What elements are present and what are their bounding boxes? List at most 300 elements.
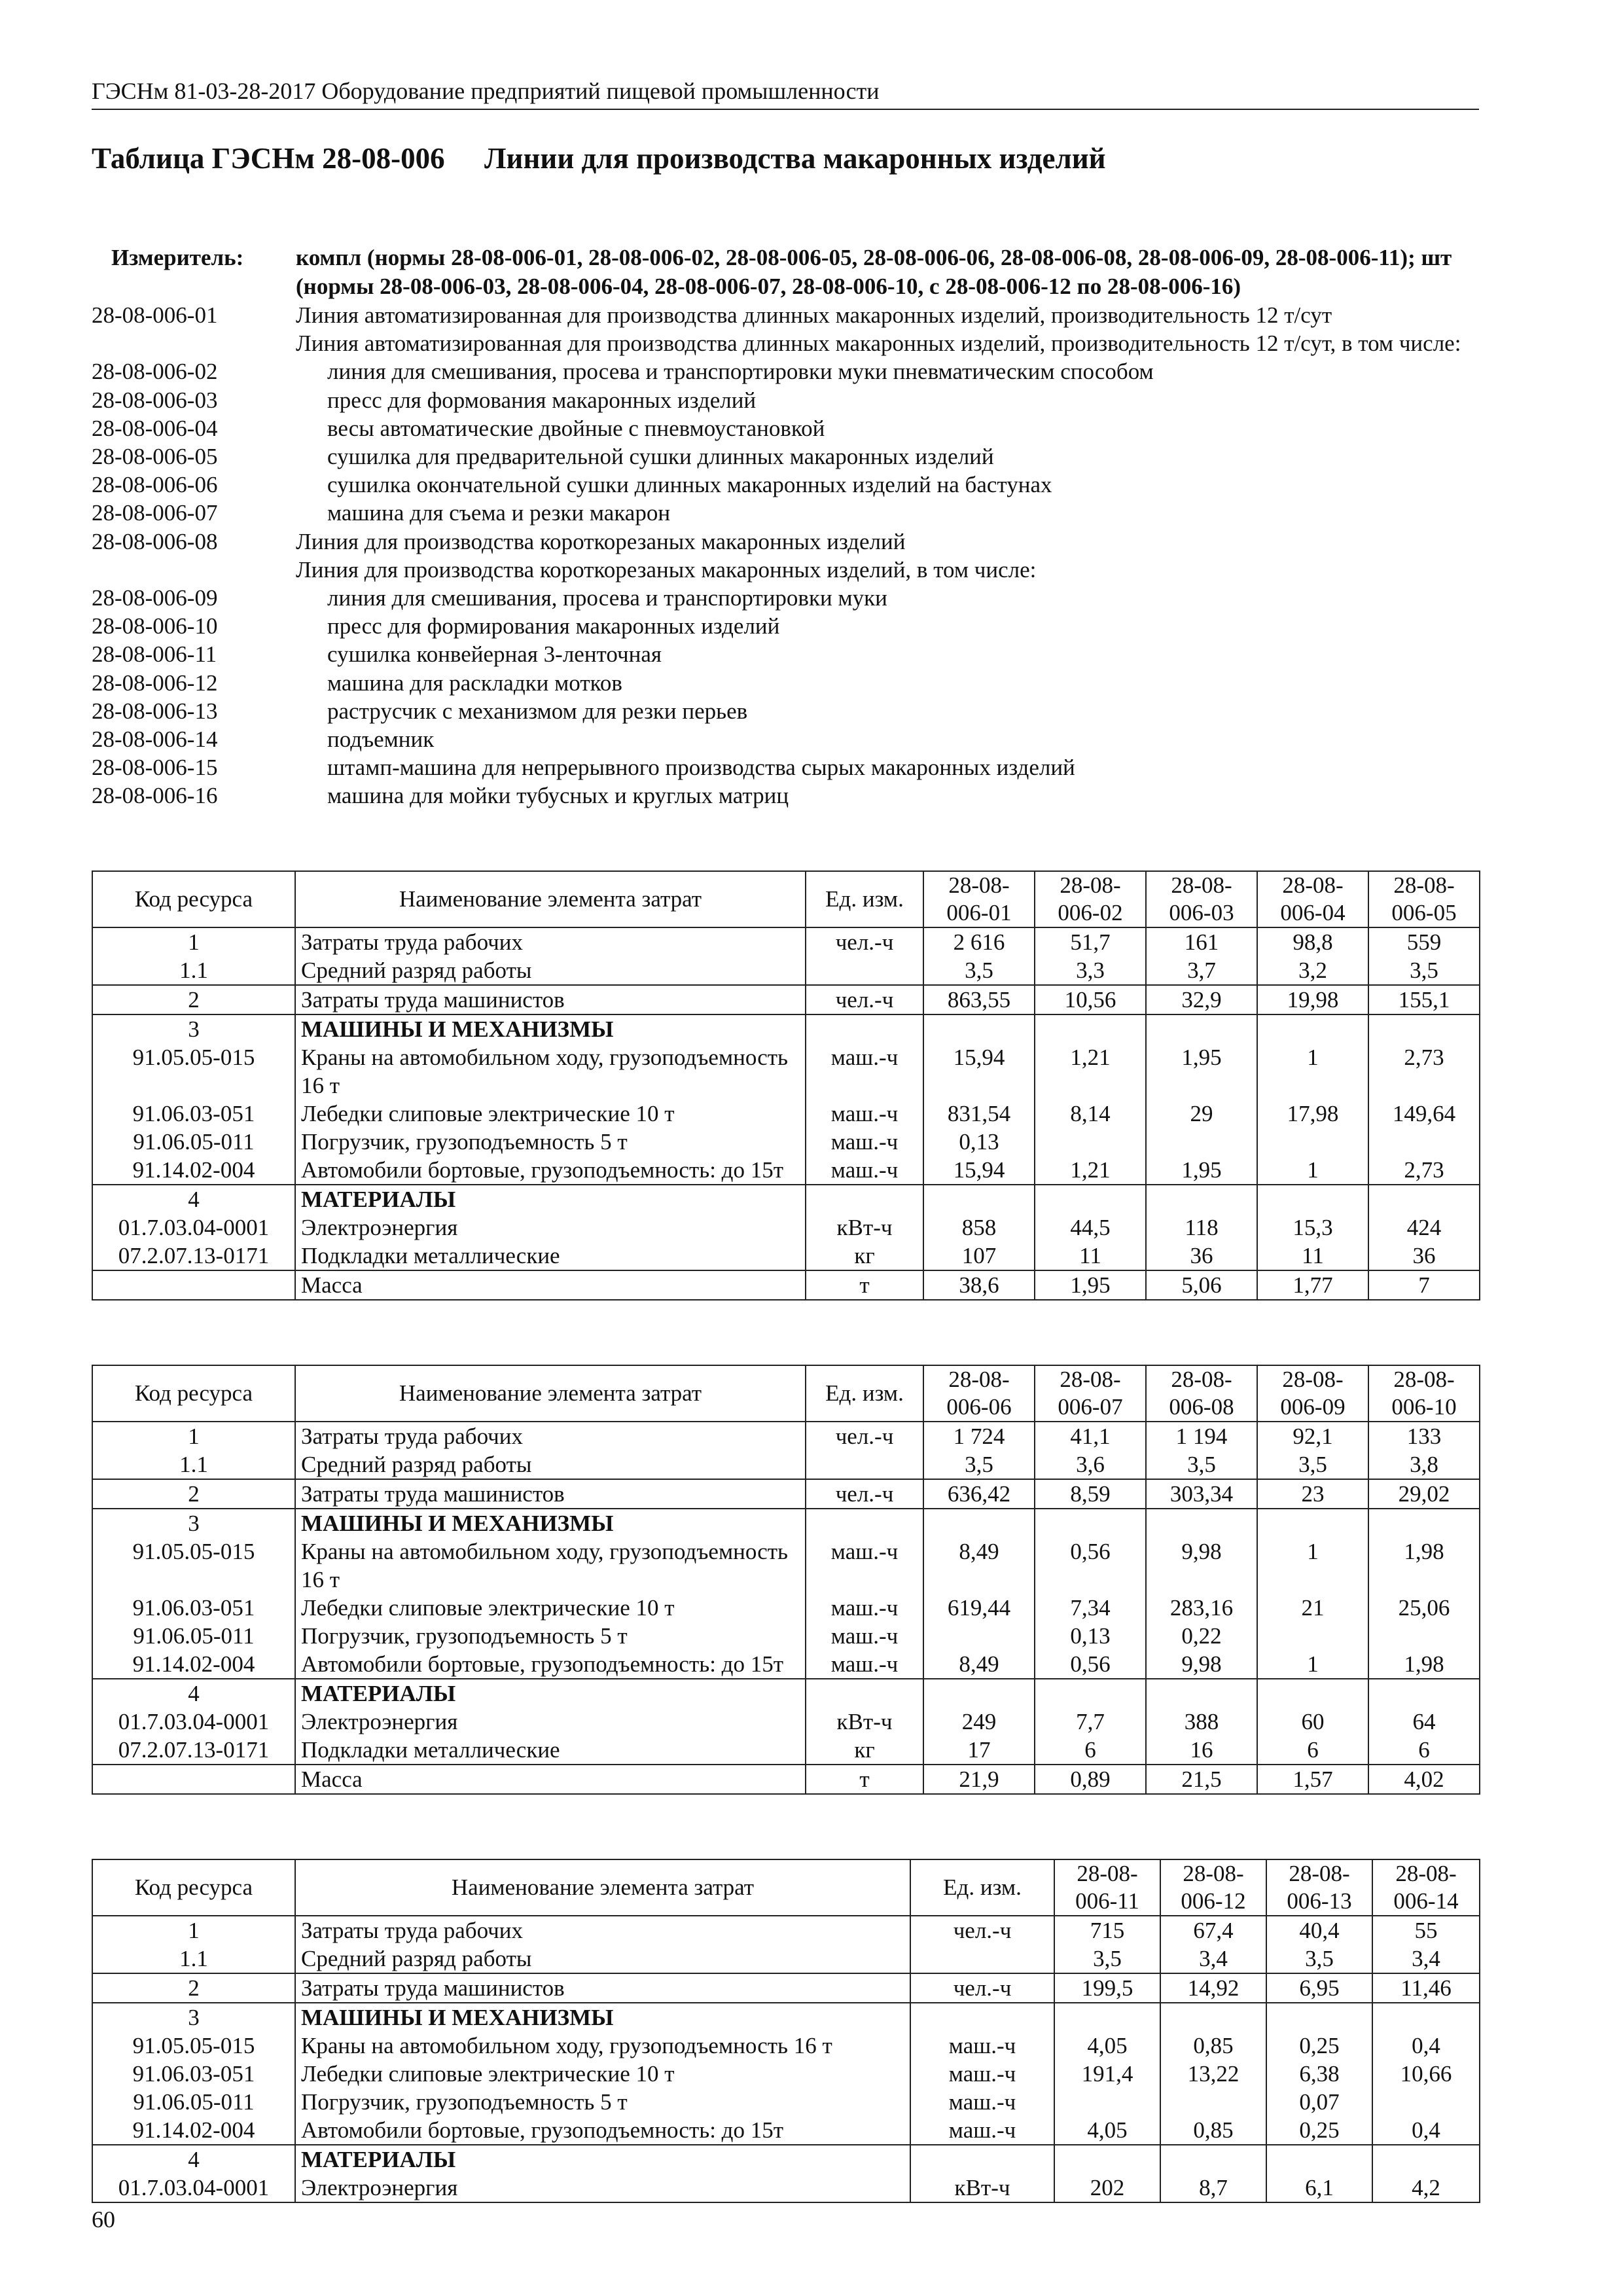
resource-unit: маш.-ч <box>806 1622 923 1650</box>
norm-code: 28-08-006-12 <box>92 670 218 696</box>
resource-code: 91.06.03-051 <box>92 1100 295 1128</box>
norm-value <box>1368 1014 1480 1043</box>
norm-code: 28-08-006-13 <box>92 698 218 724</box>
table-row <box>92 1765 1480 1794</box>
table-row <box>92 1650 1480 1679</box>
norm-row <box>92 386 1479 414</box>
table-row <box>92 1242 1480 1270</box>
resource-unit: кВт-ч <box>806 1213 923 1242</box>
resource-name: Электроэнергия <box>295 2174 910 2202</box>
norm-value: 64 <box>1368 1708 1480 1736</box>
norm-value: 0,4 <box>1372 2116 1480 2145</box>
header-code: Код ресурса <box>92 1859 295 1916</box>
norm-value: 1,95 <box>1146 1156 1257 1185</box>
table-row <box>92 1479 1480 1509</box>
resource-unit <box>910 2145 1054 2174</box>
norm-text: подъемник <box>327 726 435 753</box>
resource-unit: чел.-ч <box>806 1479 923 1509</box>
table-row <box>92 927 1480 956</box>
norm-value: 3,4 <box>1372 1945 1480 1973</box>
header-name: Наименование элемента затрат <box>295 1859 910 1916</box>
norm-value: 1,57 <box>1257 1765 1368 1794</box>
norm-text: машина для мойки тубусных и круглых матриц <box>327 783 789 809</box>
norm-value: 10,66 <box>1372 2060 1480 2088</box>
norm-value <box>1257 1185 1368 1213</box>
resource-name: Затраты труда машинистов <box>295 1479 806 1509</box>
norm-value: 11 <box>1257 1242 1368 1270</box>
norm-value: 3,7 <box>1146 956 1257 985</box>
norm-text: Линия для производства короткорезаных макаронных изделий <box>296 528 906 554</box>
norm-row <box>92 612 1479 640</box>
norm-value <box>1368 1622 1480 1650</box>
norm-value: 17 <box>923 1736 1035 1765</box>
resource-code: 1 <box>92 1916 295 1945</box>
resource-name: Масса <box>295 1270 806 1300</box>
resource-name: Погрузчик, грузоподъемность 5 т <box>295 1622 806 1650</box>
resource-code: 4 <box>92 2145 295 2174</box>
norm-value: 17,98 <box>1257 1100 1368 1128</box>
norm-code: 28-08-006-16 <box>92 783 218 809</box>
norm-value <box>1035 1014 1146 1043</box>
norm-value <box>1368 1185 1480 1213</box>
norm-value <box>1035 1679 1146 1708</box>
norm-code: 28-08-006-09 <box>92 585 218 611</box>
resource-unit <box>806 1185 923 1213</box>
norm-value: 11 <box>1035 1242 1146 1270</box>
norm-value <box>923 1679 1035 1708</box>
header-code: Код ресурса <box>92 1365 295 1422</box>
norm-value <box>923 1509 1035 1537</box>
resource-unit: чел.-ч <box>806 1422 923 1450</box>
table-row <box>92 1537 1480 1594</box>
norm-text: раструсчик с механизмом для резки перьев <box>327 698 748 724</box>
header-norm-column: 28-08-006-14 <box>1372 1859 1480 1916</box>
header-name: Наименование элемента затрат <box>295 871 806 927</box>
norm-value: 15,94 <box>923 1043 1035 1100</box>
resource-unit: маш.-ч <box>806 1650 923 1679</box>
norm-value: 636,42 <box>923 1479 1035 1509</box>
resource-unit: маш.-ч <box>806 1128 923 1156</box>
norm-value: 149,64 <box>1368 1100 1480 1128</box>
norm-value <box>1257 1014 1368 1043</box>
norm-value: 0,22 <box>1146 1622 1257 1650</box>
table-row <box>92 1185 1480 1213</box>
norm-value <box>1257 1509 1368 1537</box>
norm-value: 161 <box>1146 927 1257 956</box>
norm-value <box>1054 2145 1160 2174</box>
norm-value <box>1146 1014 1257 1043</box>
norm-value: 67,4 <box>1160 1916 1266 1945</box>
norm-row <box>92 753 1479 781</box>
resource-code: 91.05.05-015 <box>92 1043 295 1100</box>
header-norm-column: 28-08-006-04 <box>1257 871 1368 927</box>
header-norm-column: 28-08-006-10 <box>1368 1365 1480 1422</box>
norm-value: 107 <box>923 1242 1035 1270</box>
norm-value: 1,21 <box>1035 1156 1146 1185</box>
norm-text: линия для смешивания, просева и транспортировки муки <box>327 585 887 611</box>
norm-value: 863,55 <box>923 985 1035 1014</box>
table-row <box>92 2116 1480 2145</box>
resource-name: Краны на автомобильном ходу, грузоподъемность 16 т <box>295 1537 806 1594</box>
norm-value: 1,95 <box>1146 1043 1257 1100</box>
norm-code: 28-08-006-06 <box>92 472 218 498</box>
resource-name: МАТЕРИАЛЫ <box>295 1185 806 1213</box>
norm-value: 8,49 <box>923 1650 1035 1679</box>
norm-text: весы автоматические двойные с пневмоустановкой <box>327 415 825 441</box>
norm-code: 28-08-006-10 <box>92 613 218 639</box>
norm-value: 3,5 <box>923 956 1035 985</box>
table-row <box>92 2032 1480 2060</box>
table-row <box>92 985 1480 1014</box>
norm-value <box>1054 2003 1160 2032</box>
resource-name: Затраты труда машинистов <box>295 1973 910 2003</box>
resource-code: 1.1 <box>92 1450 295 1479</box>
norm-value <box>1160 2003 1266 2032</box>
table-row <box>92 1736 1480 1765</box>
norm-value: 8,49 <box>923 1537 1035 1594</box>
running-header: ГЭСНм 81-03-28-2017 Оборудование предприятий пищевой промышленности <box>92 77 1479 110</box>
norm-row <box>92 471 1479 499</box>
resource-code: 1 <box>92 927 295 956</box>
norm-text: пресс для формирования макаронных изделий <box>327 613 780 639</box>
header-norm-column: 28-08-006-12 <box>1160 1859 1266 1916</box>
resource-unit <box>806 956 923 985</box>
norm-value: 15,3 <box>1257 1213 1368 1242</box>
resource-name: Затраты труда рабочих <box>295 1422 806 1450</box>
norm-value: 19,98 <box>1257 985 1368 1014</box>
norm-value <box>923 1014 1035 1043</box>
norm-value: 6,1 <box>1266 2174 1372 2202</box>
norm-value: 1 <box>1257 1537 1368 1594</box>
header-unit: Ед. изм. <box>806 1365 923 1422</box>
norm-value: 1 <box>1257 1650 1368 1679</box>
measure-label: Измеритель: <box>111 245 244 270</box>
resource-code: 3 <box>92 2003 295 2032</box>
norm-value: 3,4 <box>1160 1945 1266 1973</box>
resource-name: Автомобили бортовые, грузоподъемность: до 15т <box>295 1156 806 1185</box>
norm-value <box>1035 1509 1146 1537</box>
header-norm-column: 28-08-006-07 <box>1035 1365 1146 1422</box>
norm-value: 7,7 <box>1035 1708 1146 1736</box>
norm-code <box>92 329 296 357</box>
norm-text: сушилка для предварительной сушки длинных макаронных изделий <box>327 444 994 470</box>
resource-code: 07.2.07.13-0171 <box>92 1736 295 1765</box>
norm-value: 424 <box>1368 1213 1480 1242</box>
norm-value: 6 <box>1257 1736 1368 1765</box>
norm-value: 0,13 <box>1035 1622 1146 1650</box>
table-row <box>92 1945 1480 1973</box>
norm-value: 0,07 <box>1266 2088 1372 2116</box>
norm-row <box>92 556 1479 584</box>
norm-row <box>92 442 1479 471</box>
resource-code: 01.7.03.04-0001 <box>92 1213 295 1242</box>
resource-code: 4 <box>92 1679 295 1708</box>
norm-value <box>1054 2088 1160 2116</box>
header-norm-column: 28-08-006-03 <box>1146 871 1257 927</box>
norm-row <box>92 725 1479 753</box>
header-norm-column: 28-08-006-11 <box>1054 1859 1160 1916</box>
norm-row <box>92 697 1479 725</box>
resource-name: Краны на автомобильном ходу, грузоподъемность 16 т <box>295 2032 910 2060</box>
resource-unit: маш.-ч <box>910 2060 1054 2088</box>
norm-row <box>92 414 1479 442</box>
norm-value: 10,56 <box>1035 985 1146 1014</box>
resource-code: 2 <box>92 1479 295 1509</box>
norm-value: 0,85 <box>1160 2116 1266 2145</box>
resource-name: Подкладки металлические <box>295 1242 806 1270</box>
table-row <box>92 2060 1480 2088</box>
resource-unit <box>806 1679 923 1708</box>
norm-value: 0,25 <box>1266 2116 1372 2145</box>
norm-value: 1,21 <box>1035 1043 1146 1100</box>
resource-name: Лебедки слиповые электрические 10 т <box>295 1594 806 1622</box>
resource-name: Средний разряд работы <box>295 1945 910 1973</box>
norm-text: машина для съема и резки макарон <box>327 500 671 526</box>
norm-value: 6,38 <box>1266 2060 1372 2088</box>
resource-name: Электроэнергия <box>295 1708 806 1736</box>
norm-value: 0,85 <box>1160 2032 1266 2060</box>
norm-text: Линия автоматизированная для производства длинных макаронных изделий, производительность 12 т/сут <box>296 302 1332 328</box>
header-norm-column: 28-08-006-08 <box>1146 1365 1257 1422</box>
norm-value: 3,6 <box>1035 1450 1146 1479</box>
norm-value: 559 <box>1368 927 1480 956</box>
norm-value: 191,4 <box>1054 2060 1160 2088</box>
header-norm-column: 28-08-006-01 <box>923 871 1035 927</box>
norm-value: 3,3 <box>1035 956 1146 985</box>
table-header-row <box>92 871 1480 927</box>
norm-value: 1,98 <box>1368 1650 1480 1679</box>
norm-value <box>1368 1679 1480 1708</box>
resource-unit: маш.-ч <box>806 1537 923 1594</box>
norm-value: 1,77 <box>1257 1270 1368 1300</box>
norm-value: 3,5 <box>1054 1945 1160 1973</box>
resource-code: 1 <box>92 1422 295 1450</box>
norm-value: 32,9 <box>1146 985 1257 1014</box>
norm-value: 0,56 <box>1035 1537 1146 1594</box>
resource-name: МАТЕРИАЛЫ <box>295 2145 910 2174</box>
norm-value: 4,02 <box>1368 1765 1480 1794</box>
resource-code: 2 <box>92 985 295 1014</box>
resource-unit: кВт-ч <box>806 1708 923 1736</box>
table-header-row <box>92 1365 1480 1422</box>
norm-value: 1 724 <box>923 1422 1035 1450</box>
norm-code: 28-08-006-07 <box>92 500 218 526</box>
norm-value: 199,5 <box>1054 1973 1160 2003</box>
resource-name: Лебедки слиповые электрические 10 т <box>295 2060 910 2088</box>
resource-unit: маш.-ч <box>806 1156 923 1185</box>
header-unit: Ед. изм. <box>910 1859 1054 1916</box>
norm-value: 6 <box>1035 1736 1146 1765</box>
resource-code: 2 <box>92 1973 295 2003</box>
norm-value: 1,98 <box>1368 1537 1480 1594</box>
norm-value: 36 <box>1146 1242 1257 1270</box>
norm-value: 4,05 <box>1054 2032 1160 2060</box>
norm-row <box>92 669 1479 697</box>
norm-value <box>1368 1128 1480 1156</box>
table-row <box>92 1973 1480 2003</box>
norm-value: 3,2 <box>1257 956 1368 985</box>
table-row <box>92 1422 1480 1450</box>
norm-text: сушилка конвейерная 3-ленточная <box>327 641 662 668</box>
resource-unit: кВт-ч <box>910 2174 1054 2202</box>
resource-unit: т <box>806 1765 923 1794</box>
norm-value: 2 616 <box>923 927 1035 956</box>
resource-name: Средний разряд работы <box>295 956 806 985</box>
header-norm-column: 28-08-006-09 <box>1257 1365 1368 1422</box>
norm-value <box>1372 2003 1480 2032</box>
table-row <box>92 1622 1480 1650</box>
resource-code <box>92 1270 295 1300</box>
resource-code: 3 <box>92 1509 295 1537</box>
resource-table-2 <box>92 1365 1480 1795</box>
norm-row <box>92 528 1479 556</box>
norm-code: 28-08-006-14 <box>92 726 218 753</box>
resource-code: 07.2.07.13-0171 <box>92 1242 295 1270</box>
resource-code: 91.06.05-011 <box>92 2088 295 2116</box>
resource-name: Погрузчик, грузоподъемность 5 т <box>295 1128 806 1156</box>
resource-name: Затраты труда рабочих <box>295 927 806 956</box>
resource-unit: маш.-ч <box>806 1100 923 1128</box>
norm-text: Линия автоматизированная для производства длинных макаронных изделий, производительность 12 т/сут, в том числе: <box>296 331 1461 357</box>
resource-code: 91.06.05-011 <box>92 1128 295 1156</box>
resource-name: Автомобили бортовые, грузоподъемность: до 15т <box>295 1650 806 1679</box>
norm-row <box>92 584 1479 612</box>
norm-value: 98,8 <box>1257 927 1368 956</box>
norm-value: 6 <box>1368 1736 1480 1765</box>
norm-value <box>1372 2145 1480 2174</box>
norm-text: линия для смешивания, просева и транспортировки муки пневматическим способом <box>327 359 1154 385</box>
resource-code: 91.06.05-011 <box>92 1622 295 1650</box>
header-name: Наименование элемента затрат <box>295 1365 806 1422</box>
resource-code: 91.05.05-015 <box>92 2032 295 2060</box>
resource-name: МАШИНЫ И МЕХАНИЗМЫ <box>295 1509 806 1537</box>
norm-value: 1 <box>1257 1156 1368 1185</box>
norm-value: 14,92 <box>1160 1973 1266 2003</box>
norm-value: 21 <box>1257 1594 1368 1622</box>
resource-name: Электроэнергия <box>295 1213 806 1242</box>
table-row <box>92 2003 1480 2032</box>
table-row <box>92 1509 1480 1537</box>
resource-name: МАТЕРИАЛЫ <box>295 1679 806 1708</box>
resource-unit: кг <box>806 1242 923 1270</box>
resource-code: 01.7.03.04-0001 <box>92 1708 295 1736</box>
resource-table-3 <box>92 1859 1480 2203</box>
norm-value: 8,14 <box>1035 1100 1146 1128</box>
norm-value: 92,1 <box>1257 1422 1368 1450</box>
resource-name: МАШИНЫ И МЕХАНИЗМЫ <box>295 1014 806 1043</box>
norm-value: 29,02 <box>1368 1479 1480 1509</box>
norm-value <box>1146 1185 1257 1213</box>
resource-code: 91.14.02-004 <box>92 1156 295 1185</box>
norm-value: 202 <box>1054 2174 1160 2202</box>
norm-value: 55 <box>1372 1916 1480 1945</box>
norm-value: 1,95 <box>1035 1270 1146 1300</box>
norm-value: 3,5 <box>1146 1450 1257 1479</box>
norm-code: 28-08-006-11 <box>92 641 217 668</box>
resource-name: Погрузчик, грузоподъемность 5 т <box>295 2088 910 2116</box>
norm-value <box>923 1622 1035 1650</box>
resource-unit: кг <box>806 1736 923 1765</box>
table-row <box>92 1156 1480 1185</box>
header-unit: Ед. изм. <box>806 871 923 927</box>
resource-unit: маш.-ч <box>806 1043 923 1100</box>
resource-code: 1.1 <box>92 956 295 985</box>
norm-value <box>1257 1679 1368 1708</box>
resource-name: Подкладки металлические <box>295 1736 806 1765</box>
header-norm-column: 28-08-006-06 <box>923 1365 1035 1422</box>
norm-value: 51,7 <box>1035 927 1146 956</box>
norm-value <box>1266 2145 1372 2174</box>
norm-value: 5,06 <box>1146 1270 1257 1300</box>
norms-list <box>92 301 1479 810</box>
resource-unit: т <box>806 1270 923 1300</box>
norm-value: 118 <box>1146 1213 1257 1242</box>
page-number: 60 <box>92 2206 115 2233</box>
table-row <box>92 2088 1480 2116</box>
norm-row <box>92 781 1479 810</box>
norm-value <box>1160 2088 1266 2116</box>
norm-value: 388 <box>1146 1708 1257 1736</box>
norm-value: 858 <box>923 1213 1035 1242</box>
header-norm-column: 28-08-006-02 <box>1035 871 1146 927</box>
table-row <box>92 1128 1480 1156</box>
resource-code: 91.14.02-004 <box>92 1650 295 1679</box>
header-code: Код ресурса <box>92 871 295 927</box>
table-row <box>92 1100 1480 1128</box>
norm-value <box>1368 1509 1480 1537</box>
norm-value: 0,25 <box>1266 2032 1372 2060</box>
resource-name: МАШИНЫ И МЕХАНИЗМЫ <box>295 2003 910 2032</box>
norm-value: 41,1 <box>1035 1422 1146 1450</box>
norm-value <box>1257 1622 1368 1650</box>
norm-value: 249 <box>923 1708 1035 1736</box>
resource-code: 01.7.03.04-0001 <box>92 2174 295 2202</box>
table-row <box>92 1270 1480 1300</box>
norm-code: 28-08-006-01 <box>92 302 218 328</box>
norm-value: 3,5 <box>923 1450 1035 1479</box>
resource-name: Средний разряд работы <box>295 1450 806 1479</box>
norm-value: 7,34 <box>1035 1594 1146 1622</box>
table-row <box>92 1916 1480 1945</box>
norm-value: 3,8 <box>1368 1450 1480 1479</box>
resource-name: Затраты труда рабочих <box>295 1916 910 1945</box>
header-norm-column: 28-08-006-13 <box>1266 1859 1372 1916</box>
norm-value: 15,94 <box>923 1156 1035 1185</box>
norm-value <box>1266 2003 1372 2032</box>
header-norm-column: 28-08-006-05 <box>1368 871 1480 927</box>
norm-code: 28-08-006-05 <box>92 444 218 470</box>
measure-text: компл (нормы 28-08-006-01, 28-08-006-02, 28-08-006-05, 28-08-006-06, 28-08-006-08, 28-08-006-09, 28-08-006-11); шт (нормы 28-08-006-03, 28-08-006-04, 28-08-006-07, 28-08-006-10, с 28-08-006-12 по 28-08-006-16) <box>296 245 1452 299</box>
resource-name: Затраты труда машинистов <box>295 985 806 1014</box>
norm-value <box>1146 1128 1257 1156</box>
norm-value: 0,56 <box>1035 1650 1146 1679</box>
norm-value <box>1035 1128 1146 1156</box>
resource-unit: чел.-ч <box>910 1973 1054 2003</box>
norm-value: 3,5 <box>1266 1945 1372 1973</box>
norm-row <box>92 329 1479 357</box>
resource-name: Краны на автомобильном ходу, грузоподъемность 16 т <box>295 1043 806 1100</box>
norm-text: машина для раскладки мотков <box>327 670 622 696</box>
resource-unit <box>910 1945 1054 1973</box>
norm-value: 8,59 <box>1035 1479 1146 1509</box>
norm-value <box>1257 1128 1368 1156</box>
resource-unit <box>910 2003 1054 2032</box>
resource-code: 4 <box>92 1185 295 1213</box>
table-row <box>92 1450 1480 1479</box>
norm-value: 3,5 <box>1368 956 1480 985</box>
norm-value: 21,9 <box>923 1765 1035 1794</box>
norm-value: 60 <box>1257 1708 1368 1736</box>
